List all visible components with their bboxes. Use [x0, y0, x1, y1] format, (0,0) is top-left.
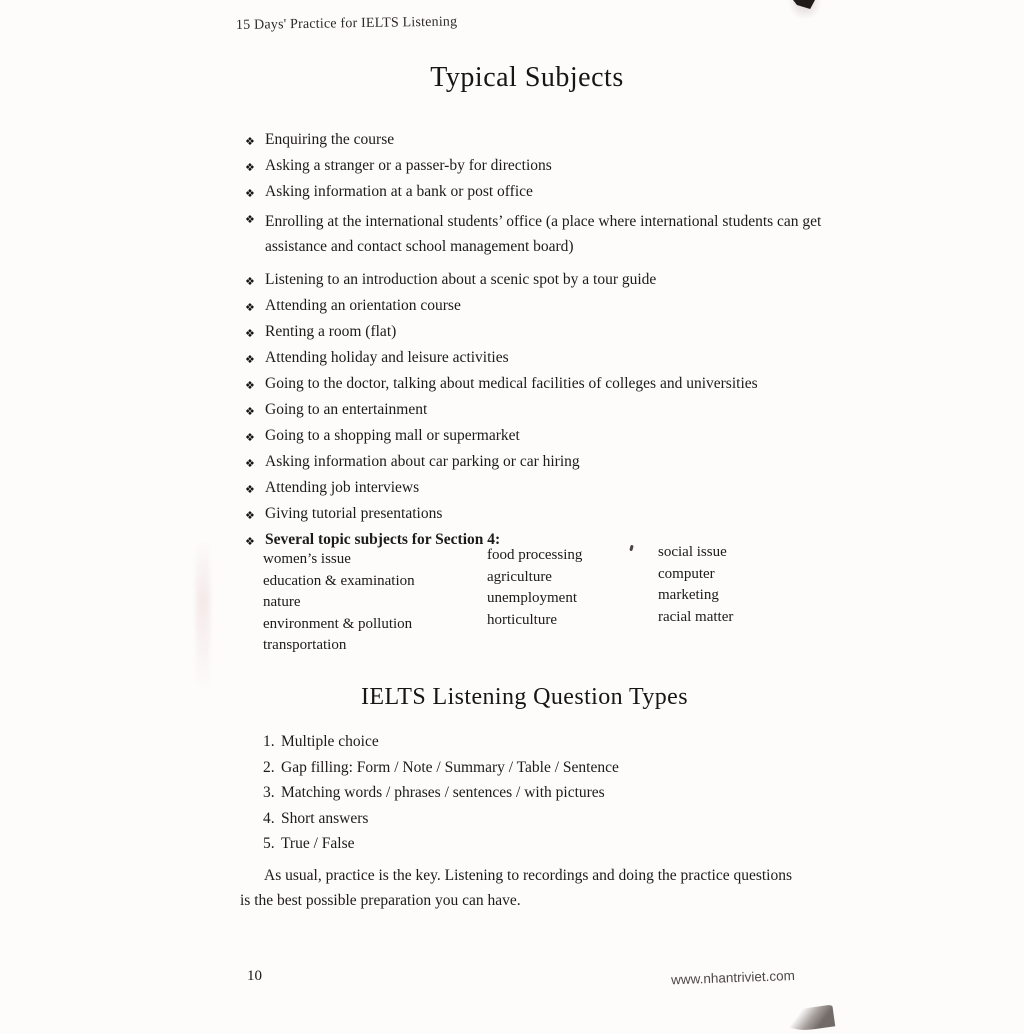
item-number: 2.	[263, 758, 275, 776]
item-text: Short answers	[281, 809, 369, 827]
topic: nature	[263, 594, 301, 610]
numbered-item	[263, 733, 823, 750]
topic: agriculture	[487, 568, 552, 585]
item-number: 5.	[263, 835, 275, 852]
item-text: Multiple choice	[281, 733, 379, 750]
list-item	[245, 401, 820, 418]
section1-title: Typical Subjects	[430, 62, 624, 93]
diamond-bullet-icon: ❖	[245, 213, 255, 226]
diamond-bullet-icon: ❖	[245, 275, 255, 288]
diamond-bullet-icon: ❖	[245, 353, 255, 366]
list-item-text: Asking a stranger or a passer-by for directions	[265, 157, 552, 174]
list-item	[245, 209, 820, 262]
list-item	[245, 157, 820, 174]
list-item	[245, 453, 820, 470]
list-item	[245, 131, 820, 148]
diamond-bullet-icon: ❖	[245, 379, 255, 392]
list-item	[245, 505, 820, 522]
topic: transportation	[263, 637, 347, 653]
item-number: 1.	[263, 733, 275, 750]
list-item	[245, 479, 820, 496]
running-header: 15 Days' Practice for IELTS Listening	[235, 14, 458, 33]
numbered-item	[263, 759, 823, 776]
list-item-text: Listening to an introduction about a scenic spot by a tour guide	[265, 271, 657, 288]
question-types-list	[263, 733, 823, 861]
list-item	[245, 297, 820, 314]
item-text: True / False	[281, 835, 355, 852]
topic-column-2	[487, 545, 582, 631]
list-item-text: Asking information about car parking or car hiring	[265, 453, 580, 470]
topic: horticulture	[487, 611, 557, 628]
list-item-text: Renting a room (flat)	[265, 323, 397, 340]
diamond-bullet-icon: ❖	[245, 135, 255, 148]
topic: marketing	[658, 587, 719, 603]
page-number: 10	[247, 968, 262, 984]
topic: environment & pollution	[263, 615, 413, 632]
topic: women’s issue	[263, 551, 351, 567]
section2-title: IELTS Listening Question Types	[361, 684, 688, 710]
topic: food processing	[487, 547, 583, 563]
website-url: www.nhantriviet.com	[671, 968, 796, 988]
list-item-text: Attending job interviews	[265, 479, 420, 496]
item-text: Gap filling: Form / Note / Summary / Table / Sentence	[281, 758, 619, 776]
list-item-text: Enquiring the course	[265, 131, 395, 148]
item-number: 4.	[263, 809, 275, 827]
closing-paragraph: As usual, practice is the key. Listening to recordings and doing the practice questions is the best possible preparation you can have.	[240, 867, 793, 909]
item-text: Matching words / phrases / sentences / with pictures	[281, 784, 605, 801]
topic: social issue	[658, 544, 727, 560]
diamond-bullet-icon: ❖	[245, 483, 255, 496]
list-item-text: Attending an orientation course	[265, 297, 461, 314]
list-item-text: Attending holiday and leisure activities	[265, 349, 509, 366]
topic: education & examination	[263, 572, 415, 589]
list-item	[245, 427, 820, 444]
numbered-item	[263, 810, 823, 827]
diamond-bullet-icon: ❖	[245, 405, 255, 418]
page-curl-shadow	[781, 1004, 836, 1033]
diamond-bullet-icon: ❖	[245, 327, 255, 340]
list-item	[245, 323, 820, 340]
numbered-item	[263, 784, 823, 801]
topic: unemployment	[487, 590, 577, 606]
list-item	[245, 183, 820, 200]
diamond-bullet-icon: ❖	[245, 187, 255, 200]
topic: racial matter	[658, 608, 734, 625]
diamond-bullet-icon: ❖	[245, 161, 255, 174]
topic: computer	[658, 565, 715, 582]
list-item-text: Giving tutorial presentations	[265, 505, 443, 522]
diamond-bullet-icon: ❖	[245, 431, 255, 444]
diamond-bullet-icon: ❖	[245, 535, 255, 548]
diamond-bullet-icon: ❖	[245, 301, 255, 314]
list-item	[245, 349, 820, 366]
list-item-text: Enrolling at the international students’ office (a place where international students can get assistance and contact school management board)	[265, 213, 822, 255]
topic-column-3	[658, 542, 733, 628]
list-item-text: Going to the doctor, talking about medical facilities of colleges and universities	[265, 375, 758, 392]
scan-streak	[196, 540, 210, 690]
list-item-text: Going to an entertainment	[265, 401, 428, 418]
topic-column-1	[263, 549, 415, 657]
item-number: 3.	[263, 784, 275, 801]
list-item-text: Asking information at a bank or post office	[265, 183, 533, 200]
list-item	[245, 271, 820, 288]
typical-subjects-list	[245, 131, 820, 557]
list-item-text: Several topic subjects for Section 4:	[265, 531, 501, 548]
numbered-item	[263, 835, 823, 852]
diamond-bullet-icon: ❖	[245, 509, 255, 522]
list-item	[245, 375, 820, 392]
list-item-text: Going to a shopping mall or supermarket	[265, 427, 520, 444]
diamond-bullet-icon: ❖	[245, 457, 255, 470]
